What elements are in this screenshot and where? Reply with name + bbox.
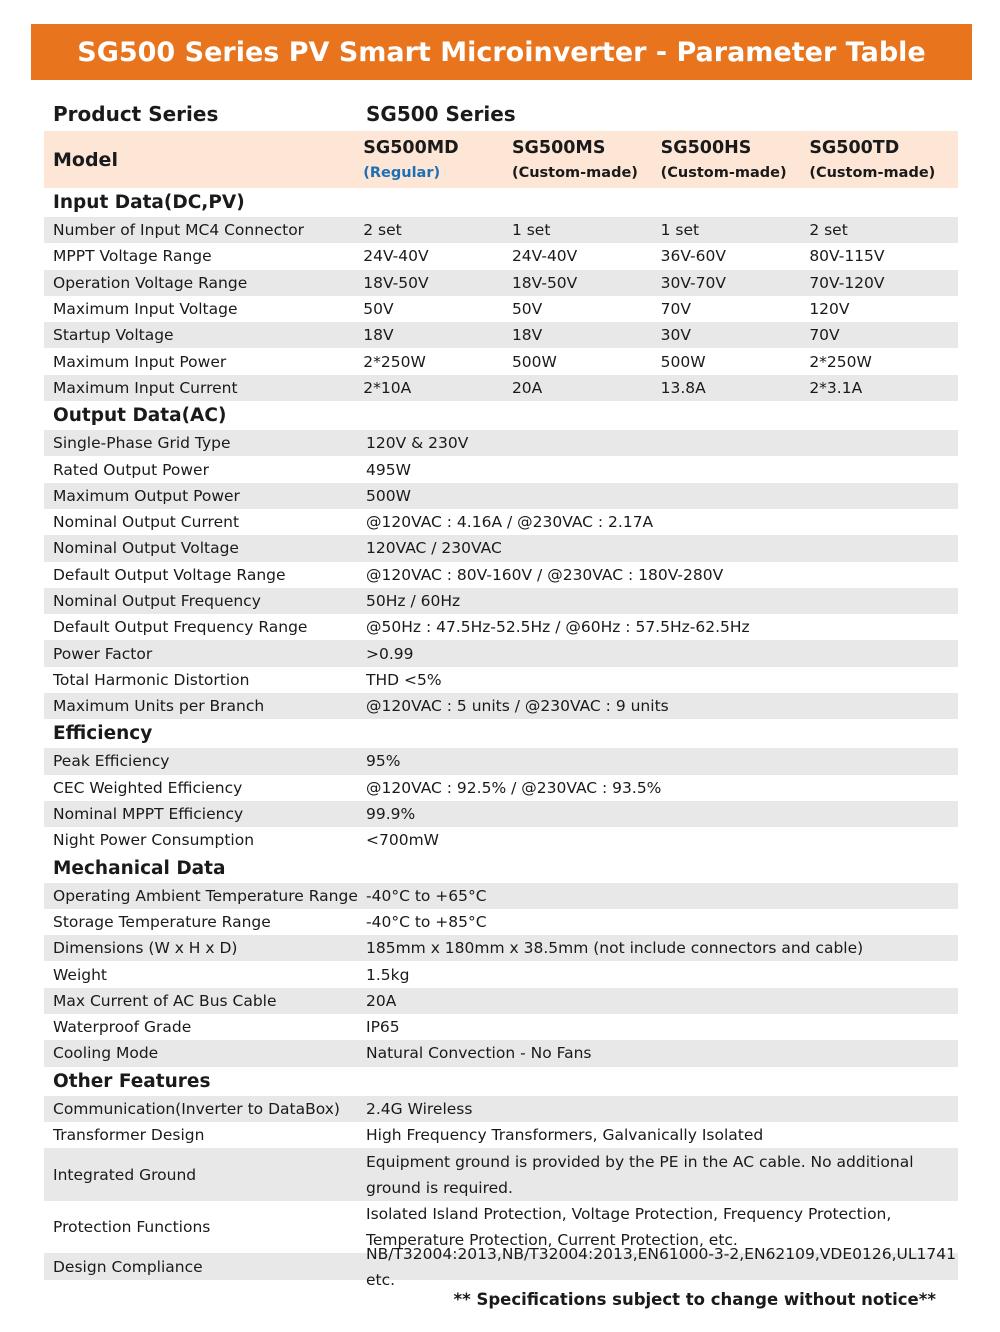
cell-value: 120V & 230V bbox=[366, 434, 469, 453]
row-label: Operation Voltage Range bbox=[53, 273, 248, 292]
cell-value: 495W bbox=[366, 460, 411, 479]
cell-value: Isolated Island Protection, Voltage Protection, Frequency Protection, Temperature Protection, Current Protection, etc. bbox=[366, 1205, 892, 1250]
cell-value: 120VAC / 230VAC bbox=[366, 539, 502, 558]
model-name: SG500TD bbox=[809, 138, 900, 158]
cell-value: @120VAC : 5 units / @230VAC : 9 units bbox=[366, 697, 669, 716]
row-label: Maximum Units per Branch bbox=[53, 697, 265, 716]
cell-value: 2.4G Wireless bbox=[366, 1099, 473, 1118]
model-cell bbox=[661, 138, 810, 181]
table-row bbox=[44, 1122, 958, 1148]
cell-value: 95% bbox=[366, 752, 401, 771]
row-label: Weight bbox=[53, 965, 108, 984]
section-heading-other bbox=[44, 1067, 958, 1096]
cell-value: NB/T32004:2013,NB/T32004:2013,EN61000-3-2,EN62109,VDE0126,UL1741 etc. bbox=[366, 1244, 956, 1289]
table-row bbox=[44, 961, 958, 987]
row-label: Storage Temperature Range bbox=[53, 912, 271, 931]
cell-value: <700mW bbox=[366, 831, 439, 850]
row-label: Total Harmonic Distortion bbox=[53, 670, 250, 689]
row-label: Maximum Input Voltage bbox=[53, 300, 238, 319]
cell-value: 50Hz / 60Hz bbox=[366, 592, 461, 610]
table-row bbox=[44, 322, 958, 348]
model-type: (Custom-made) bbox=[511, 165, 638, 181]
table-row bbox=[44, 1014, 958, 1040]
row-label: Maximum Output Power bbox=[53, 486, 240, 505]
cell-value: Natural Convection - No Fans bbox=[366, 1044, 592, 1063]
cell-value: 13.8A bbox=[660, 378, 706, 397]
table-row bbox=[44, 456, 958, 482]
cell-value: 70V bbox=[809, 326, 840, 345]
row-label: Nominal Output Frequency bbox=[53, 592, 261, 610]
cell-value: -40°C to +65°C bbox=[366, 886, 487, 905]
model-cell bbox=[512, 138, 661, 181]
cell-value: 120V bbox=[809, 300, 850, 319]
table-row bbox=[44, 1096, 958, 1122]
table-row bbox=[44, 1244, 958, 1289]
cell-value: 24V-40V bbox=[511, 247, 578, 266]
table-row bbox=[44, 588, 958, 614]
cell-value: 70V bbox=[660, 300, 691, 319]
section-title: Input Data(DC,PV) bbox=[53, 192, 245, 213]
row-label: Integrated Ground bbox=[53, 1165, 197, 1184]
row-label: Peak Efficiency bbox=[53, 752, 170, 771]
cell-value: @120VAC : 92.5% / @230VAC : 93.5% bbox=[366, 778, 662, 797]
model-name: SG500MD bbox=[363, 138, 459, 158]
cell-value: 500W bbox=[660, 352, 706, 371]
row-label: Maximum Input Current bbox=[53, 378, 238, 397]
model-label: Model bbox=[53, 148, 118, 171]
cell-value: 2*250W bbox=[809, 352, 872, 371]
section-heading-efficiency bbox=[44, 719, 958, 748]
section-heading-output bbox=[44, 401, 958, 430]
table-row bbox=[44, 483, 958, 509]
section-heading-mechanical bbox=[44, 854, 958, 883]
section-heading-input bbox=[44, 188, 958, 217]
cell-value: 30V-70V bbox=[660, 273, 726, 292]
row-label: Transformer Design bbox=[53, 1126, 205, 1145]
cell-value: IP65 bbox=[366, 1018, 400, 1037]
row-label: Rated Output Power bbox=[53, 460, 209, 479]
cell-value: 36V-60V bbox=[660, 247, 726, 266]
section-title: Output Data(AC) bbox=[53, 405, 227, 427]
cell-value: 70V-120V bbox=[809, 273, 885, 292]
table-row bbox=[44, 296, 958, 322]
cell-value: 80V-115V bbox=[809, 247, 885, 266]
row-label: Single-Phase Grid Type bbox=[53, 434, 231, 453]
table-row bbox=[44, 801, 958, 827]
row-label: MPPT Voltage Range bbox=[53, 247, 212, 266]
cell-value: 500W bbox=[511, 352, 557, 371]
section-title: Mechanical Data bbox=[53, 857, 226, 879]
table-row bbox=[44, 217, 958, 243]
row-label: Design Compliance bbox=[53, 1257, 203, 1276]
row-label: Nominal MPPT Efficiency bbox=[53, 805, 244, 824]
table-row bbox=[44, 348, 958, 374]
table-row bbox=[44, 775, 958, 801]
cell-value: @120VAC : 4.16A / @230VAC : 2.17A bbox=[366, 513, 654, 532]
table-row bbox=[44, 614, 958, 640]
model-type: (Custom-made) bbox=[660, 165, 787, 181]
page-title: SG500 Series PV Smart Microinverter - Parameter Table bbox=[31, 24, 972, 80]
table-row bbox=[44, 748, 958, 774]
table-row bbox=[44, 509, 958, 535]
row-label: Max Current of AC Bus Cable bbox=[53, 991, 277, 1010]
cell-value: @120VAC : 80V-160V / @230VAC : 180V-280V bbox=[366, 565, 724, 584]
cell-value: 20A bbox=[366, 991, 397, 1010]
table-row bbox=[44, 693, 958, 719]
row-label: Nominal Output Voltage bbox=[53, 539, 239, 558]
row-label: Power Factor bbox=[53, 644, 153, 663]
table-row bbox=[44, 1148, 958, 1201]
product-series-row bbox=[44, 97, 958, 131]
table-row bbox=[44, 935, 958, 961]
row-label: Dimensions (W x H x D) bbox=[53, 939, 238, 958]
cell-value: High Frequency Transformers, Galvanically Isolated bbox=[366, 1126, 764, 1145]
row-label: Communication(Inverter to DataBox) bbox=[53, 1099, 340, 1118]
table-row bbox=[44, 883, 958, 909]
cell-value: 1.5kg bbox=[366, 965, 410, 984]
table-row bbox=[44, 535, 958, 561]
product-series-value: SG500 Series bbox=[366, 102, 516, 126]
table-row bbox=[44, 667, 958, 693]
cell-value: 99.9% bbox=[366, 805, 416, 824]
model-cell bbox=[809, 138, 958, 181]
row-label: Nominal Output Current bbox=[53, 513, 240, 532]
cell-value: 50V bbox=[363, 300, 394, 319]
cell-value: 2 set bbox=[363, 221, 402, 240]
product-series-label: Product Series bbox=[53, 102, 219, 126]
cell-value: Equipment ground is provided by the PE in the AC cable. No additional ground is required. bbox=[366, 1152, 914, 1197]
footer-note: ** Specifications subject to change without notice** bbox=[453, 1290, 936, 1309]
model-name: SG500MS bbox=[511, 138, 606, 158]
row-label: Startup Voltage bbox=[53, 326, 174, 345]
model-row bbox=[44, 131, 958, 188]
cell-value: 18V-50V bbox=[511, 273, 578, 292]
table-row bbox=[44, 562, 958, 588]
cell-value: 18V bbox=[363, 326, 394, 345]
parameter-table bbox=[44, 97, 958, 1289]
table-row bbox=[44, 1040, 958, 1066]
model-cell bbox=[363, 138, 512, 181]
row-label: Waterproof Grade bbox=[53, 1018, 192, 1037]
cell-value: -40°C to +85°C bbox=[366, 912, 487, 931]
cell-value: 20A bbox=[511, 378, 543, 397]
table-row bbox=[44, 243, 958, 269]
cell-value: 24V-40V bbox=[363, 247, 429, 266]
table-row bbox=[44, 909, 958, 935]
table-row bbox=[44, 827, 958, 853]
cell-value: 2*250W bbox=[363, 352, 426, 371]
row-label: Number of Input MC4 Connector bbox=[53, 221, 305, 240]
cell-value: 18V-50V bbox=[363, 273, 429, 292]
row-label: Protection Functions bbox=[53, 1218, 211, 1237]
cell-value: 2*3.1A bbox=[809, 378, 863, 397]
cell-value: @50Hz : 47.5Hz-52.5Hz / @60Hz : 57.5Hz-62.5Hz bbox=[366, 618, 750, 637]
cell-value: 1 set bbox=[660, 221, 700, 240]
table-row bbox=[44, 988, 958, 1014]
table-row bbox=[44, 640, 958, 666]
model-name: SG500HS bbox=[660, 138, 752, 158]
model-type: (Custom-made) bbox=[809, 165, 936, 181]
row-label: Night Power Consumption bbox=[53, 831, 255, 850]
cell-value: 18V bbox=[511, 326, 543, 345]
cell-value: >0.99 bbox=[366, 644, 414, 663]
row-label: Operating Ambient Temperature Range bbox=[53, 886, 358, 905]
row-label: CEC Weighted Efficiency bbox=[53, 778, 243, 797]
cell-value: 2*10A bbox=[363, 378, 412, 397]
section-title: Other Features bbox=[53, 1070, 211, 1092]
cell-value: 500W bbox=[366, 486, 411, 505]
row-label: Default Output Voltage Range bbox=[53, 565, 286, 584]
row-label: Maximum Input Power bbox=[53, 352, 227, 371]
row-label: Default Output Frequency Range bbox=[53, 618, 308, 637]
cell-value: 50V bbox=[511, 300, 543, 319]
cell-value: 185mm x 180mm x 38.5mm (not include connectors and cable) bbox=[366, 939, 864, 958]
cell-value: 30V bbox=[660, 326, 691, 345]
table-row bbox=[44, 375, 958, 401]
cell-value: 1 set bbox=[511, 221, 551, 240]
table-row bbox=[44, 430, 958, 456]
cell-value: 2 set bbox=[809, 221, 848, 240]
model-type: (Regular) bbox=[363, 165, 441, 181]
row-label: Cooling Mode bbox=[53, 1044, 159, 1063]
section-title: Efficiency bbox=[53, 723, 153, 745]
cell-value: THD <5% bbox=[366, 670, 442, 689]
table-row bbox=[44, 270, 958, 296]
